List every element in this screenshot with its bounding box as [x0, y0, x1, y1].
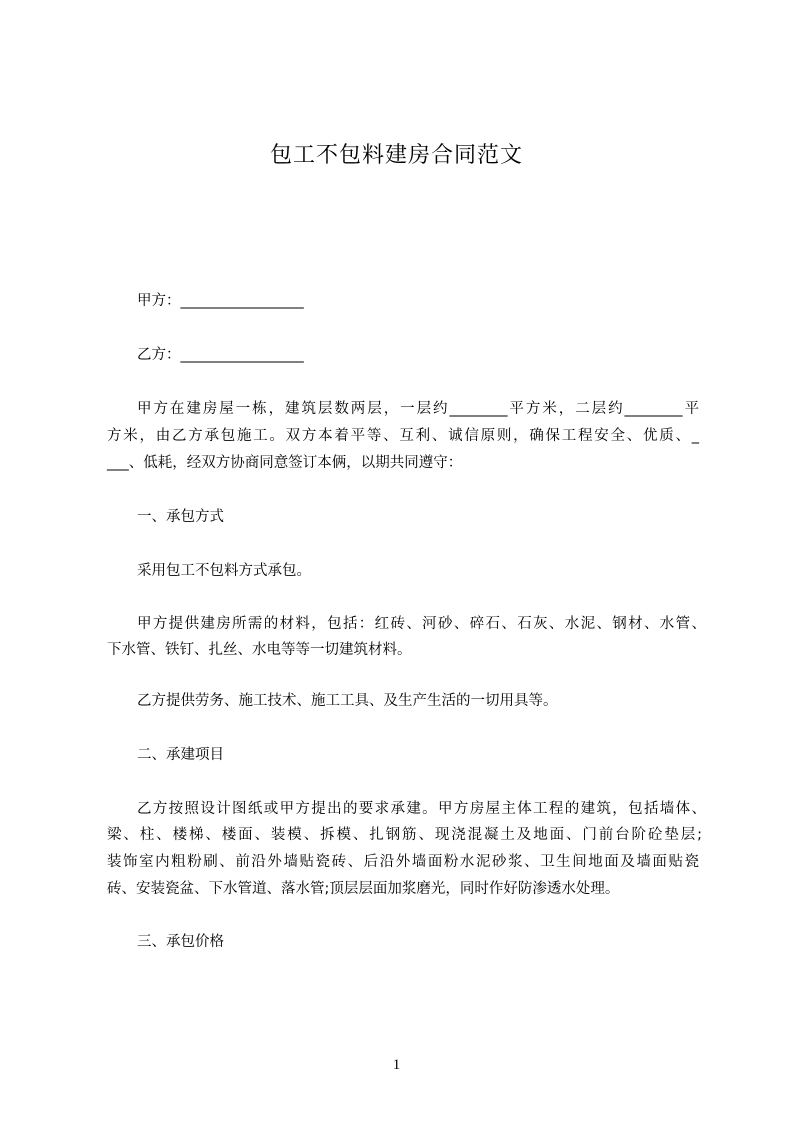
- document-title: 包工不包料建房合同范文: [269, 143, 523, 168]
- section-1-paragraph-2-line-1: 甲方提供建房所需的材料，包括：红砖、河砂、碎石、石灰、水泥、钢材、水管、: [137, 616, 706, 632]
- section-1-paragraph-2-line-2: 下水管、铁钉、扎丝、水电等等一切建筑材料。: [107, 642, 412, 658]
- party-b-line: 乙方：_________________: [137, 347, 304, 363]
- section-1-heading: 一、承包方式: [137, 509, 224, 525]
- section-1-paragraph-3: 乙方提供劳务、施工技术、施工工具、及生产生活的一切用具等。: [137, 693, 558, 709]
- section-2-paragraph-1-line-3: 装饰室内粗粉刷、前沿外墙贴瓷砖、后沿外墙面粉水泥砂浆、卫生间地面及墙面贴瓷: [107, 854, 699, 870]
- section-1-paragraph-1: 采用包工不包料方式承包。: [137, 563, 311, 579]
- party-a-line: 甲方：_________________: [137, 293, 304, 309]
- section-2-paragraph-1-line-4: 砖、安装瓷盆、下水管道、落水管;顶层层面加浆磨光，同时作好防渗透水处理。: [107, 881, 620, 897]
- section-2-paragraph-1-line-1: 乙方按照设计图纸或甲方提出的要求承建。甲方房屋主体工程的建筑，包括墙体、: [137, 801, 706, 817]
- intro-line-3: ___、低耗，经双方协商同意签订本俩，以期共同遵守：: [107, 455, 463, 471]
- section-2-paragraph-1-line-2: 梁、柱、楼梯、楼面、装模、拆模、扎钢筋、现浇混凝土及地面、门前台阶砼垫层;: [107, 827, 702, 843]
- intro-line-1: 甲方在建房屋一栋，建筑层数两层，一层约________平方米，二层约________平: [137, 401, 699, 417]
- section-3-heading: 三、承包价格: [137, 934, 224, 950]
- section-2-heading: 二、承建项目: [137, 747, 224, 763]
- page-number: 1: [392, 1057, 401, 1073]
- intro-line-2: 方米，由乙方承包施工。双方本着平等、互利、诚信原则，确保工程安全、优质、_: [107, 428, 699, 444]
